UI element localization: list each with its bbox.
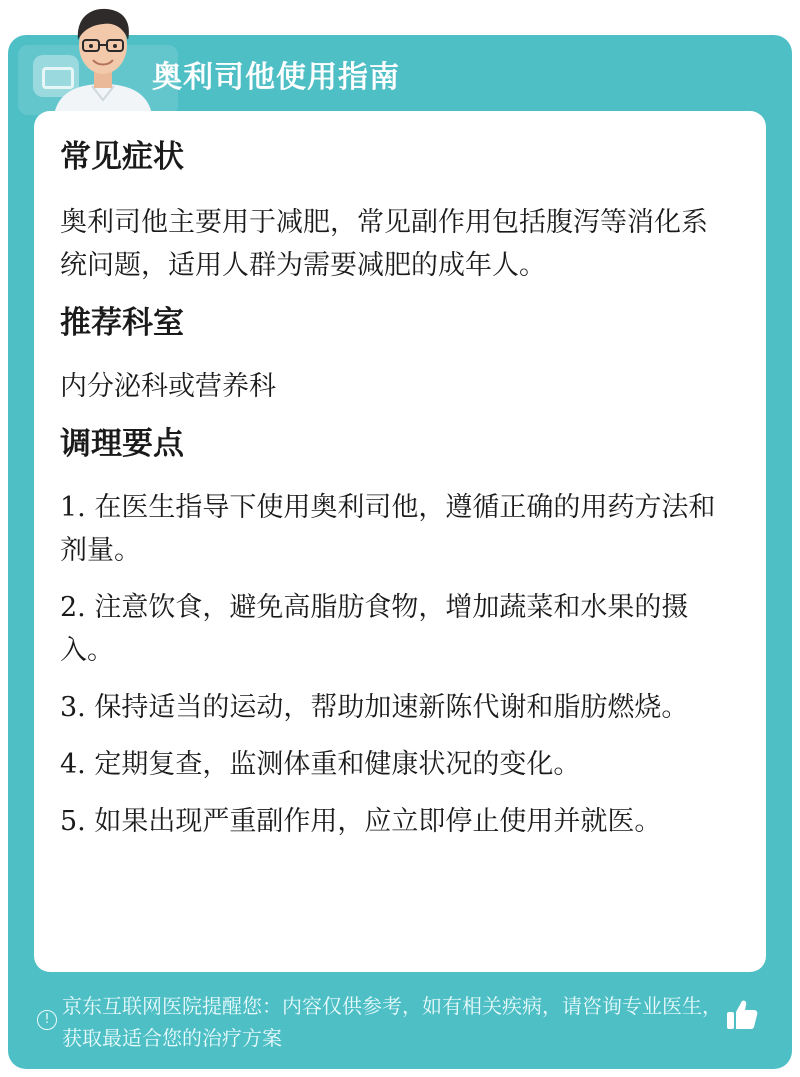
info-icon: ! xyxy=(37,1010,57,1030)
care-item-4: 4. 定期复查，监测体重和健康状况的变化。 xyxy=(60,749,581,780)
department-text: 内分泌科或营养科 xyxy=(60,371,276,402)
care-item-5: 5. 如果出现严重副作用，应立即停止使用并就医。 xyxy=(60,806,662,837)
care-item-3: 3. 保持适当的运动，帮助加速新陈代谢和脂肪燃烧。 xyxy=(60,692,689,723)
section-title-department: 推荐科室 xyxy=(60,305,184,341)
section-title-care: 调理要点 xyxy=(60,426,184,462)
content-body xyxy=(60,135,730,843)
symptoms-text: 奥利司他主要用于减肥，常见副作用包括腹泻等消化系统问题，适用人群为需要减肥的成年人。 xyxy=(60,207,708,281)
footer-notice: 京东互联网医院提醒您：内容仅供参考，如有相关疾病，请咨询专业医生，获取最适合您的治疗方案 xyxy=(62,994,722,1050)
care-item-1: 1. 在医生指导下使用奥利司他，遵循正确的用药方法和剂量。 xyxy=(60,492,716,566)
doctor-avatar-icon xyxy=(48,0,158,115)
care-item-2: 2. 注意饮食，避免高脂肪食物，增加蔬菜和水果的摄入。 xyxy=(60,592,689,666)
thumbs-up-icon[interactable] xyxy=(724,997,760,1033)
section-title-symptoms: 常见症状 xyxy=(60,139,184,175)
page-title: 奥利司他使用指南 xyxy=(152,60,400,95)
